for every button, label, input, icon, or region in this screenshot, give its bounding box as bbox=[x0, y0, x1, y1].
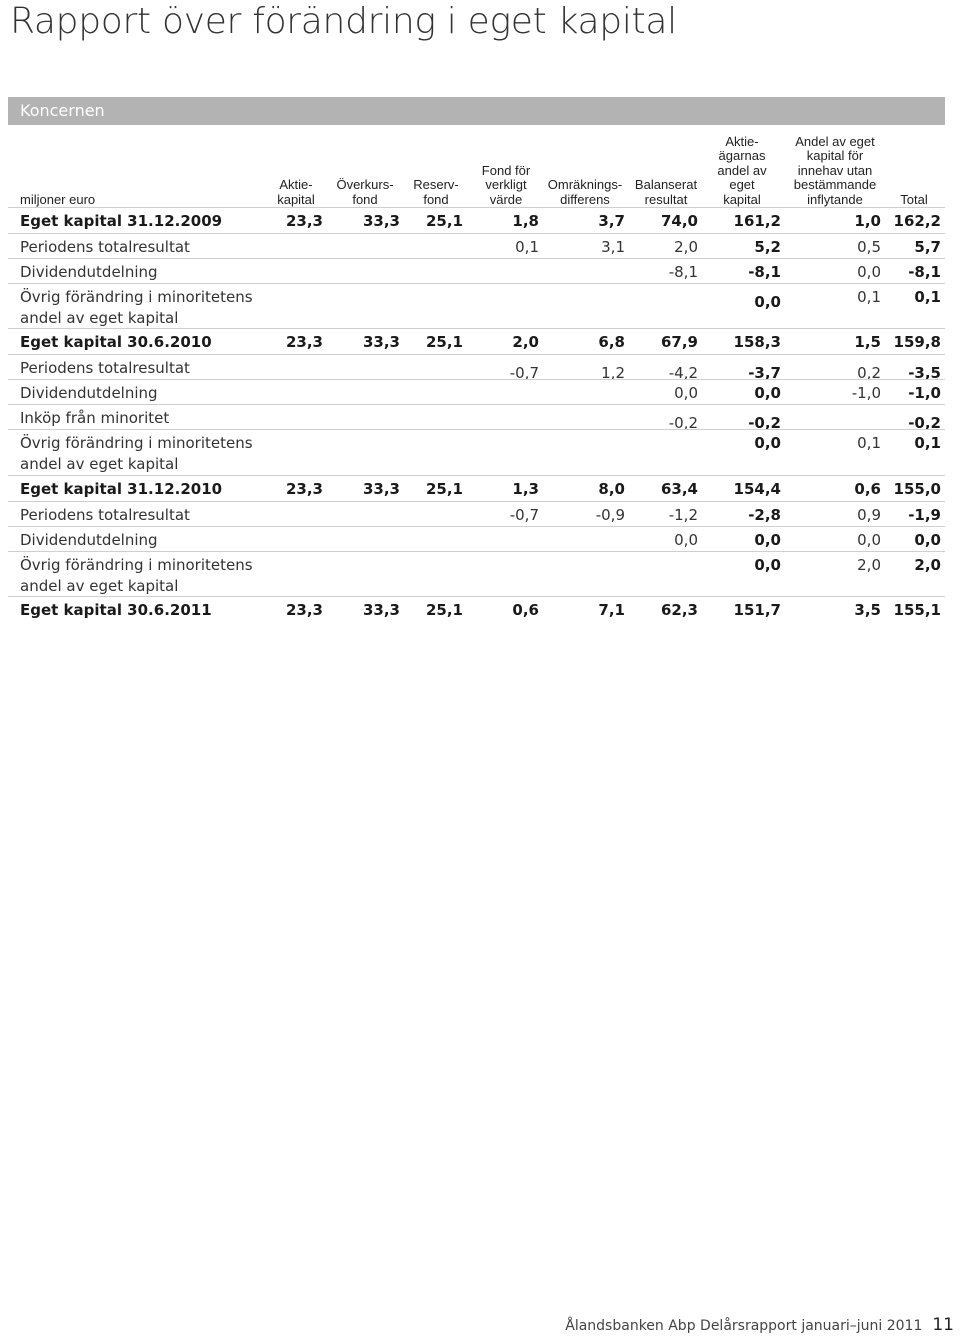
table-cell: 0,9 bbox=[857, 506, 881, 524]
row-label: Dividendutdelning bbox=[20, 384, 158, 402]
table-cell: 33,3 bbox=[362, 480, 400, 498]
table-cell: 0,0 bbox=[674, 384, 698, 402]
table-cell: 67,9 bbox=[660, 333, 698, 351]
table-row bbox=[8, 258, 945, 283]
table-cell: 161,2 bbox=[733, 212, 781, 230]
table-cell: 1,8 bbox=[512, 212, 539, 230]
section-label: Koncernen bbox=[20, 101, 105, 120]
row-label: Periodens totalresultat bbox=[20, 238, 190, 256]
table-cell: 0,1 bbox=[857, 434, 881, 452]
table-cell: -0,2 bbox=[908, 414, 941, 432]
table-cell: 5,2 bbox=[754, 238, 781, 256]
table-cell: 0,0 bbox=[754, 531, 781, 549]
table-cell: 155,0 bbox=[893, 480, 941, 498]
table-cell: -8,1 bbox=[748, 263, 781, 281]
table-cell: 1,5 bbox=[854, 333, 881, 351]
table-cell: 0,5 bbox=[857, 238, 881, 256]
table-cell: 5,7 bbox=[914, 238, 941, 256]
table-cell: -0,2 bbox=[668, 414, 698, 432]
table-cell: 151,7 bbox=[733, 601, 781, 619]
table-cell: 0,1 bbox=[914, 288, 941, 306]
table-cell: 25,1 bbox=[425, 480, 463, 498]
column-header: Aktie- kapital bbox=[277, 177, 315, 207]
row-label: Dividendutdelning bbox=[20, 531, 158, 549]
row-label: Övrig förändring i minoritetens andel av eget kapital bbox=[20, 288, 253, 327]
table-cell: 3,7 bbox=[598, 212, 625, 230]
table-cell: 7,1 bbox=[598, 601, 625, 619]
row-label: Eget kapital 30.6.2010 bbox=[20, 333, 212, 351]
table-cell: -3,5 bbox=[908, 364, 941, 382]
table-cell: 62,3 bbox=[660, 601, 698, 619]
table-cell: 1,3 bbox=[512, 480, 539, 498]
table-cell: 1,0 bbox=[854, 212, 881, 230]
page-footer bbox=[565, 1315, 954, 1335]
table-row bbox=[8, 283, 945, 328]
section-header bbox=[8, 97, 945, 125]
table-cell: 33,3 bbox=[362, 212, 400, 230]
table-cell: 0,1 bbox=[914, 434, 941, 452]
table-cell: -0,9 bbox=[595, 506, 625, 524]
table-cell: 25,1 bbox=[425, 601, 463, 619]
page-title: Rapport över förändring i eget kapital bbox=[10, 1, 677, 42]
row-label: Inköp från minoritet bbox=[20, 409, 170, 427]
table-cell: 2,0 bbox=[512, 333, 539, 351]
table-cell: 159,8 bbox=[893, 333, 941, 351]
table-cell: 0,0 bbox=[754, 556, 781, 574]
column-header: Omräknings- differens bbox=[547, 177, 623, 207]
row-label: Övrig förändring i minoritetens andel av eget kapital bbox=[20, 556, 253, 595]
table-cell: -0,7 bbox=[509, 506, 539, 524]
balance-row bbox=[8, 596, 945, 621]
balance-row bbox=[8, 207, 945, 233]
column-header: Reserv- fond bbox=[413, 177, 459, 207]
table-cell: 0,0 bbox=[754, 384, 781, 402]
table-cell: -8,1 bbox=[908, 263, 941, 281]
table-cell: 23,3 bbox=[285, 212, 323, 230]
table-cell: -0,7 bbox=[509, 364, 539, 382]
column-header: Överkurs- fond bbox=[336, 177, 394, 207]
table-row bbox=[8, 404, 945, 432]
table-cell: -2,8 bbox=[748, 506, 781, 524]
table-cell: 0,1 bbox=[857, 288, 881, 306]
row-label: Eget kapital 30.6.2011 bbox=[20, 601, 212, 619]
table-cell: 3,1 bbox=[601, 238, 625, 256]
table-cell: 155,1 bbox=[893, 601, 941, 619]
row-label: Periodens totalresultat bbox=[20, 506, 190, 524]
table-cell: 25,1 bbox=[425, 333, 463, 351]
table-cell: -8,1 bbox=[668, 263, 698, 281]
table-cell: 158,3 bbox=[733, 333, 781, 351]
column-header: Fond för verkligt värde bbox=[481, 162, 531, 207]
column-header: Total bbox=[900, 191, 928, 207]
table-cell: 162,2 bbox=[893, 212, 941, 230]
column-header: Balanserat resultat bbox=[634, 177, 698, 207]
table-cell: 33,3 bbox=[362, 601, 400, 619]
table-cell: -1,2 bbox=[668, 506, 698, 524]
table-row bbox=[8, 354, 945, 382]
table-row bbox=[8, 551, 945, 596]
table-cell: 2,0 bbox=[857, 556, 881, 574]
table-cell: 1,2 bbox=[601, 364, 625, 382]
table-row bbox=[8, 429, 945, 475]
table-row bbox=[8, 379, 945, 404]
table-cell: 23,3 bbox=[285, 480, 323, 498]
row-label: Eget kapital 31.12.2010 bbox=[20, 480, 223, 498]
table-cell: 25,1 bbox=[425, 212, 463, 230]
table-cell: -3,7 bbox=[748, 364, 781, 382]
table-cell: -4,2 bbox=[668, 364, 698, 382]
row-label: Eget kapital 31.12.2009 bbox=[20, 212, 223, 230]
table-header bbox=[8, 125, 945, 209]
table-cell: 0,0 bbox=[754, 434, 781, 452]
table-row bbox=[8, 526, 945, 551]
table-cell: -1,0 bbox=[908, 384, 941, 402]
table-cell: 0,0 bbox=[674, 531, 698, 549]
balance-row bbox=[8, 475, 945, 501]
table-cell: 2,0 bbox=[674, 238, 698, 256]
table-cell: 0,6 bbox=[854, 480, 881, 498]
table-cell: 33,3 bbox=[362, 333, 400, 351]
table-cell: 3,5 bbox=[854, 601, 881, 619]
page-number: 11 bbox=[932, 1315, 954, 1335]
footer-text: Ålandsbanken Abp Delårsrapport januari–juni 2011 bbox=[565, 1318, 923, 1334]
row-label: Dividendutdelning bbox=[20, 263, 158, 281]
column-header: Aktie- ägarnas andel av eget kapital bbox=[717, 133, 767, 207]
table-cell: -1,9 bbox=[908, 506, 941, 524]
table-cell: 0,0 bbox=[857, 263, 881, 281]
table-cell: 6,8 bbox=[598, 333, 625, 351]
row-label: Periodens totalresultat bbox=[20, 359, 190, 377]
column-header-unit: miljoner euro bbox=[20, 191, 96, 207]
table-cell: 23,3 bbox=[285, 601, 323, 619]
table-cell: 0,0 bbox=[914, 531, 941, 549]
table-cell: 74,0 bbox=[660, 212, 698, 230]
table-cell: -0,2 bbox=[748, 414, 781, 432]
table-cell: -1,0 bbox=[851, 384, 881, 402]
table-cell: 2,0 bbox=[914, 556, 941, 574]
table-row bbox=[8, 233, 945, 258]
equity-table bbox=[8, 207, 945, 621]
row-label: Övrig förändring i minoritetens andel av eget kapital bbox=[20, 434, 253, 473]
table-cell: 0,0 bbox=[754, 293, 781, 311]
table-row bbox=[8, 501, 945, 526]
table-cell: 0,1 bbox=[515, 238, 539, 256]
balance-row bbox=[8, 328, 945, 354]
table-cell: 0,6 bbox=[512, 601, 539, 619]
table-cell: 23,3 bbox=[285, 333, 323, 351]
table-cell: 154,4 bbox=[733, 480, 781, 498]
column-header: Andel av eget kapital för innehav utan bestämmande inflytande bbox=[793, 133, 877, 207]
table-cell: 8,0 bbox=[598, 480, 625, 498]
table-cell: 63,4 bbox=[660, 480, 698, 498]
table-cell: 0,0 bbox=[857, 531, 881, 549]
table-cell: 0,2 bbox=[857, 364, 881, 382]
